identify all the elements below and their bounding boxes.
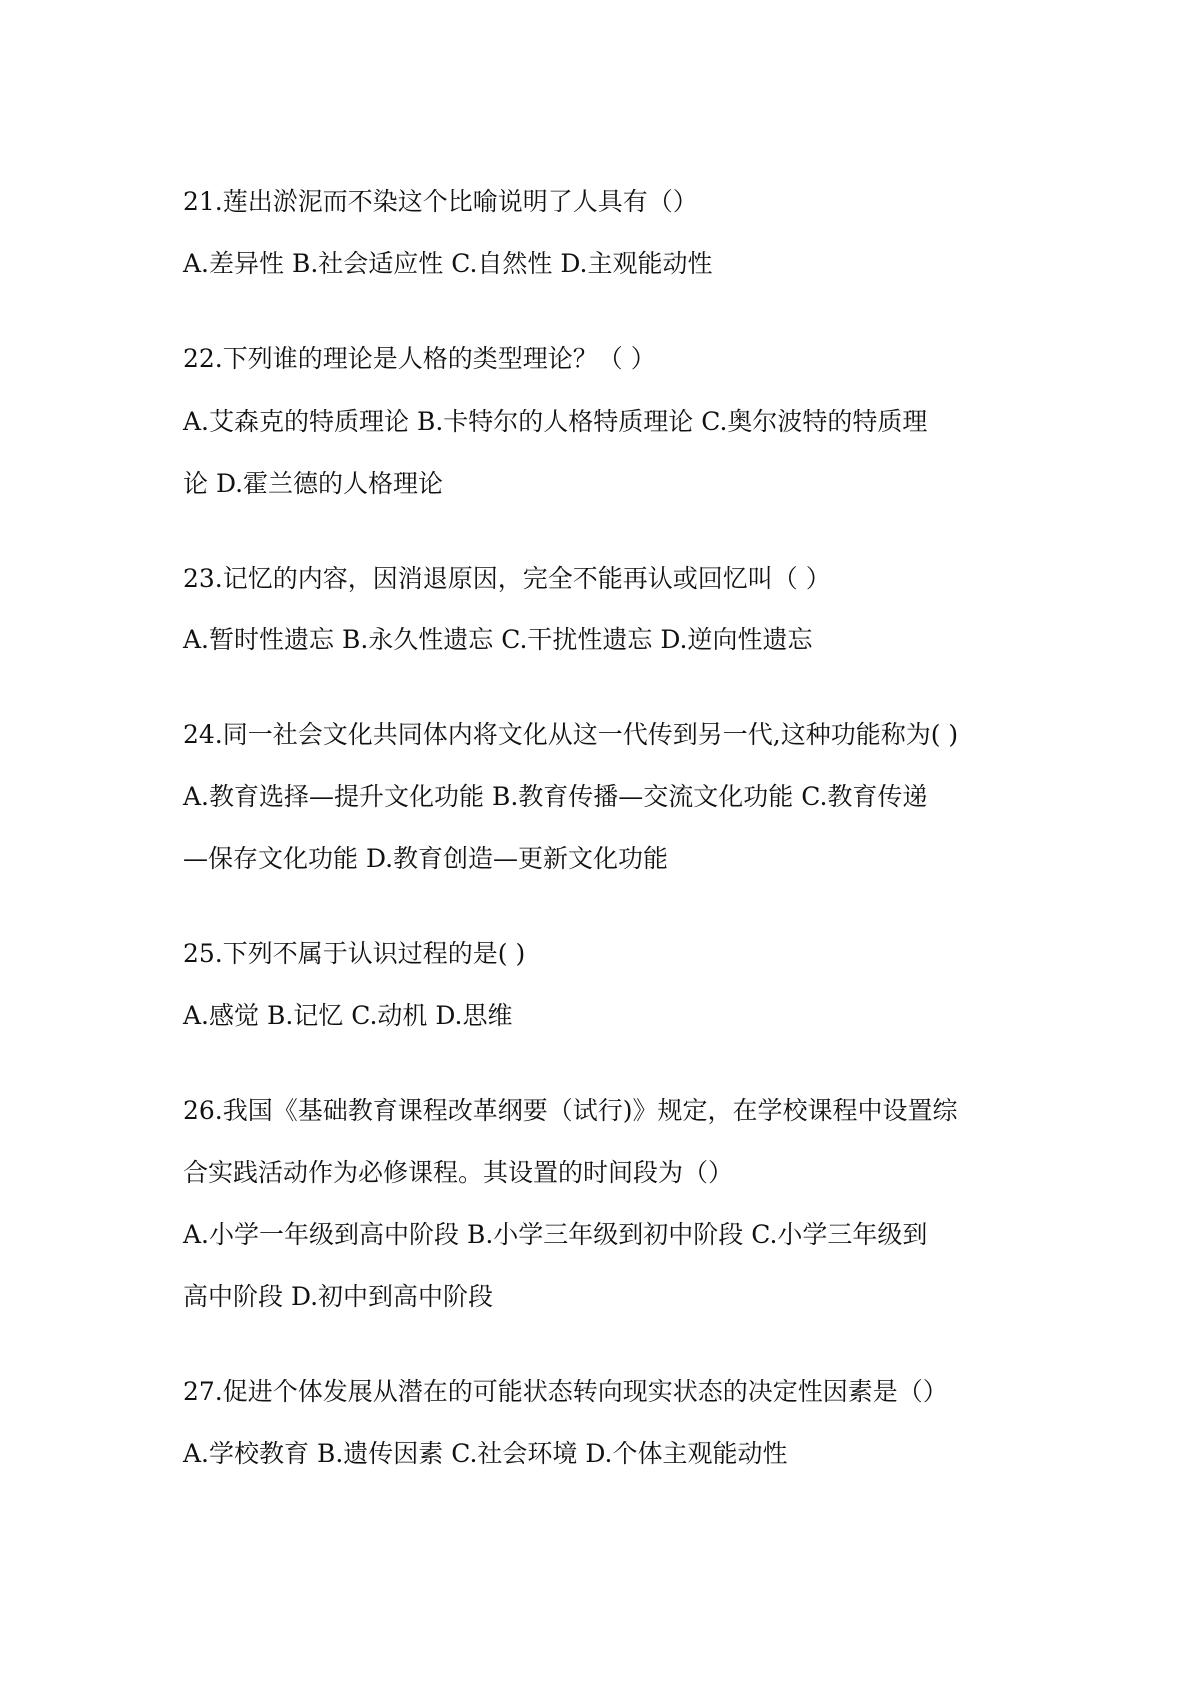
question-26-options-line-2: 高中阶段 D.初中到高中阶段 <box>183 1282 494 1311</box>
question-26-options-line-1: A.小学一年级到高中阶段 B.小学三年级到初中阶段 C.小学三年级到 <box>183 1220 928 1249</box>
question-24-options-line-1: A.教育选择—提升文化功能 B.教育传播—交流文化功能 C.教育传递 <box>183 782 928 811</box>
question-26-stem-line-1: 26.我国《基础教育课程改革纲要（试行)》规定，在学校课程中设置综 <box>183 1096 958 1125</box>
question-22-options-line-2: 论 D.霍兰德的人格理论 <box>183 469 444 498</box>
question-22-stem: 22.下列谁的理论是人格的类型理论？（ ） <box>183 344 656 373</box>
question-24-options-line-2: —保存文化功能 D.教育创造—更新文化功能 <box>183 844 669 873</box>
question-23-stem: 23.记忆的内容，因消退原因，完全不能再认或回忆叫（ ） <box>183 564 831 593</box>
question-21-stem: 21.莲出淤泥而不染这个比喻说明了人具有（） <box>183 187 698 216</box>
question-25-stem: 25.下列不属于认识过程的是( ) <box>183 939 526 968</box>
question-22-options-line-1: A.艾森克的特质理论 B.卡特尔的人格特质理论 C.奥尔波特的特质理 <box>183 407 928 436</box>
question-27-stem: 27.促进个体发展从潜在的可能状态转向现实状态的决定性因素是（） <box>183 1377 948 1406</box>
question-25-options: A.感觉 B.记忆 C.动机 D.思维 <box>183 1001 513 1030</box>
question-24-stem: 24.同一社会文化共同体内将文化从这一代传到另一代,这种功能称为( ) <box>183 720 959 749</box>
question-23-options: A.暂时性遗忘 B.永久性遗忘 C.干扰性遗忘 D.逆向性遗忘 <box>183 625 813 654</box>
question-26-stem-line-2: 合实践活动作为必修课程。其设置的时间段为（） <box>183 1158 734 1187</box>
question-27-options: A.学校教育 B.遗传因素 C.社会环境 D.个体主观能动性 <box>183 1439 788 1468</box>
question-21-options: A.差异性 B.社会适应性 C.自然性 D.主观能动性 <box>183 249 713 278</box>
